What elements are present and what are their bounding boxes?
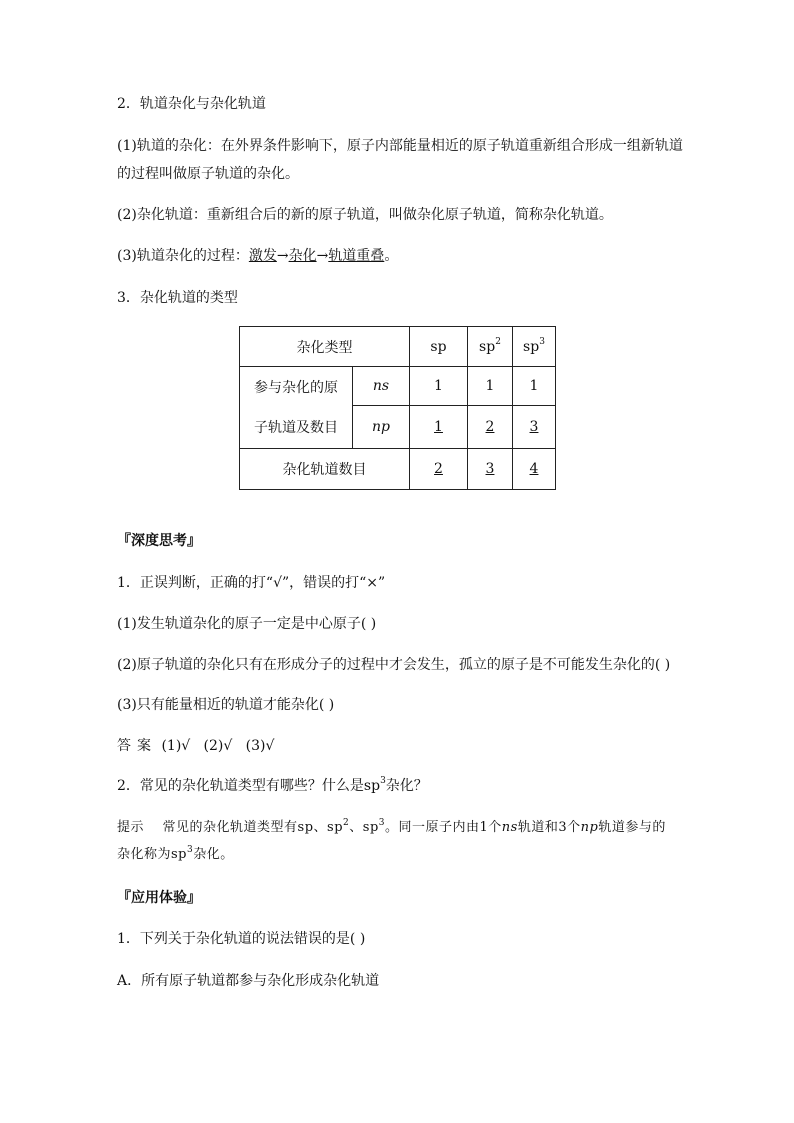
table-count-label: 杂化轨道数目: [240, 449, 410, 490]
paragraph-hybridization-def-line1: (1)轨道的杂化：在外界条件影响下，原子内部能量相近的原子轨道重新组合形成一组新轨道: [117, 138, 683, 154]
question-1-item-2: (2)原子轨道的杂化只有在形成分子的过程中才会发生，孤立的原子是不可能发生杂化的( ): [117, 657, 671, 673]
apply-question-1: 1．下列关于杂化轨道的说法错误的是( ): [117, 931, 366, 947]
hint-line-1: 提示 常见的杂化轨道类型有sp、$sp^2$、$sp^3$。同一原子内由1个ns轨道和3个np轨道参与的: [117, 817, 666, 835]
section-2-title: 2．轨道杂化与杂化轨道: [117, 96, 266, 112]
table-ns-label: ns: [353, 367, 410, 406]
hybrid-type-table: [239, 326, 556, 490]
apply-option-a: A．所有原子轨道都参与杂化形成杂化轨道: [117, 973, 380, 989]
table-header-sp: sp: [410, 327, 468, 367]
table-np-sp: 1: [410, 406, 468, 449]
process-prefix: (3)轨道杂化的过程：: [117, 248, 249, 264]
table-count-sp2: 3: [468, 449, 513, 490]
table-np-sp3: 3: [513, 406, 556, 449]
table-row-label-orbitals: 参与杂化的原 子轨道及数目: [240, 367, 353, 449]
question-1-item-1: (1)发生轨道杂化的原子一定是中心原子( ): [117, 616, 377, 632]
table-np-sp2: 2: [468, 406, 513, 449]
table-np-label: np: [353, 406, 410, 449]
question-1-item-3: (3)只有能量相近的轨道才能杂化( ): [117, 697, 335, 713]
table-ns-sp3: 1: [513, 367, 556, 406]
paragraph-hybridization-process: [117, 246, 398, 266]
hint-label: 提示: [117, 820, 145, 835]
question-1-title: 1．正误判断，正确的打“√”，错误的打“×”: [117, 575, 386, 591]
answer-text: (1)√ (2)√ (3)√: [161, 738, 275, 754]
table-ns-sp: 1: [410, 367, 468, 406]
process-step-excite: 激发: [248, 248, 277, 264]
process-step-hybridize: 杂化: [288, 248, 317, 264]
table-count-sp: 2: [410, 449, 468, 490]
table-count-sp3: 4: [513, 449, 556, 490]
table-header-sp3: $sp^3$: [513, 327, 556, 367]
table-header-sp2: $sp^2$: [468, 327, 513, 367]
answer-label: 答案: [117, 738, 157, 754]
answer-line: [117, 736, 274, 756]
process-arrow: →: [276, 248, 289, 264]
paragraph-hybrid-orbital-def: (2)杂化轨道：重新组合后的新的原子轨道，叫做杂化原子轨道，简称杂化轨道。: [117, 207, 613, 223]
section-3-title: 3．杂化轨道的类型: [117, 290, 238, 306]
deep-think-heading: 『深度思考』: [117, 533, 201, 549]
table-header-type: 杂化类型: [240, 327, 410, 367]
paragraph-hybridization-def-line2: 的过程叫做原子轨道的杂化。: [117, 166, 299, 182]
apply-heading: 『应用体验』: [117, 890, 201, 906]
hint-line-2: 杂化称为$sp^3$杂化。: [117, 844, 234, 862]
process-end: 。: [384, 248, 399, 264]
table-ns-sp2: 1: [468, 367, 513, 406]
process-step-overlap: 轨道重叠: [328, 248, 385, 264]
question-2-title: 2．常见的杂化轨道类型有哪些？什么是$sp^3$杂化？: [117, 776, 428, 794]
process-arrow: →: [316, 248, 329, 264]
